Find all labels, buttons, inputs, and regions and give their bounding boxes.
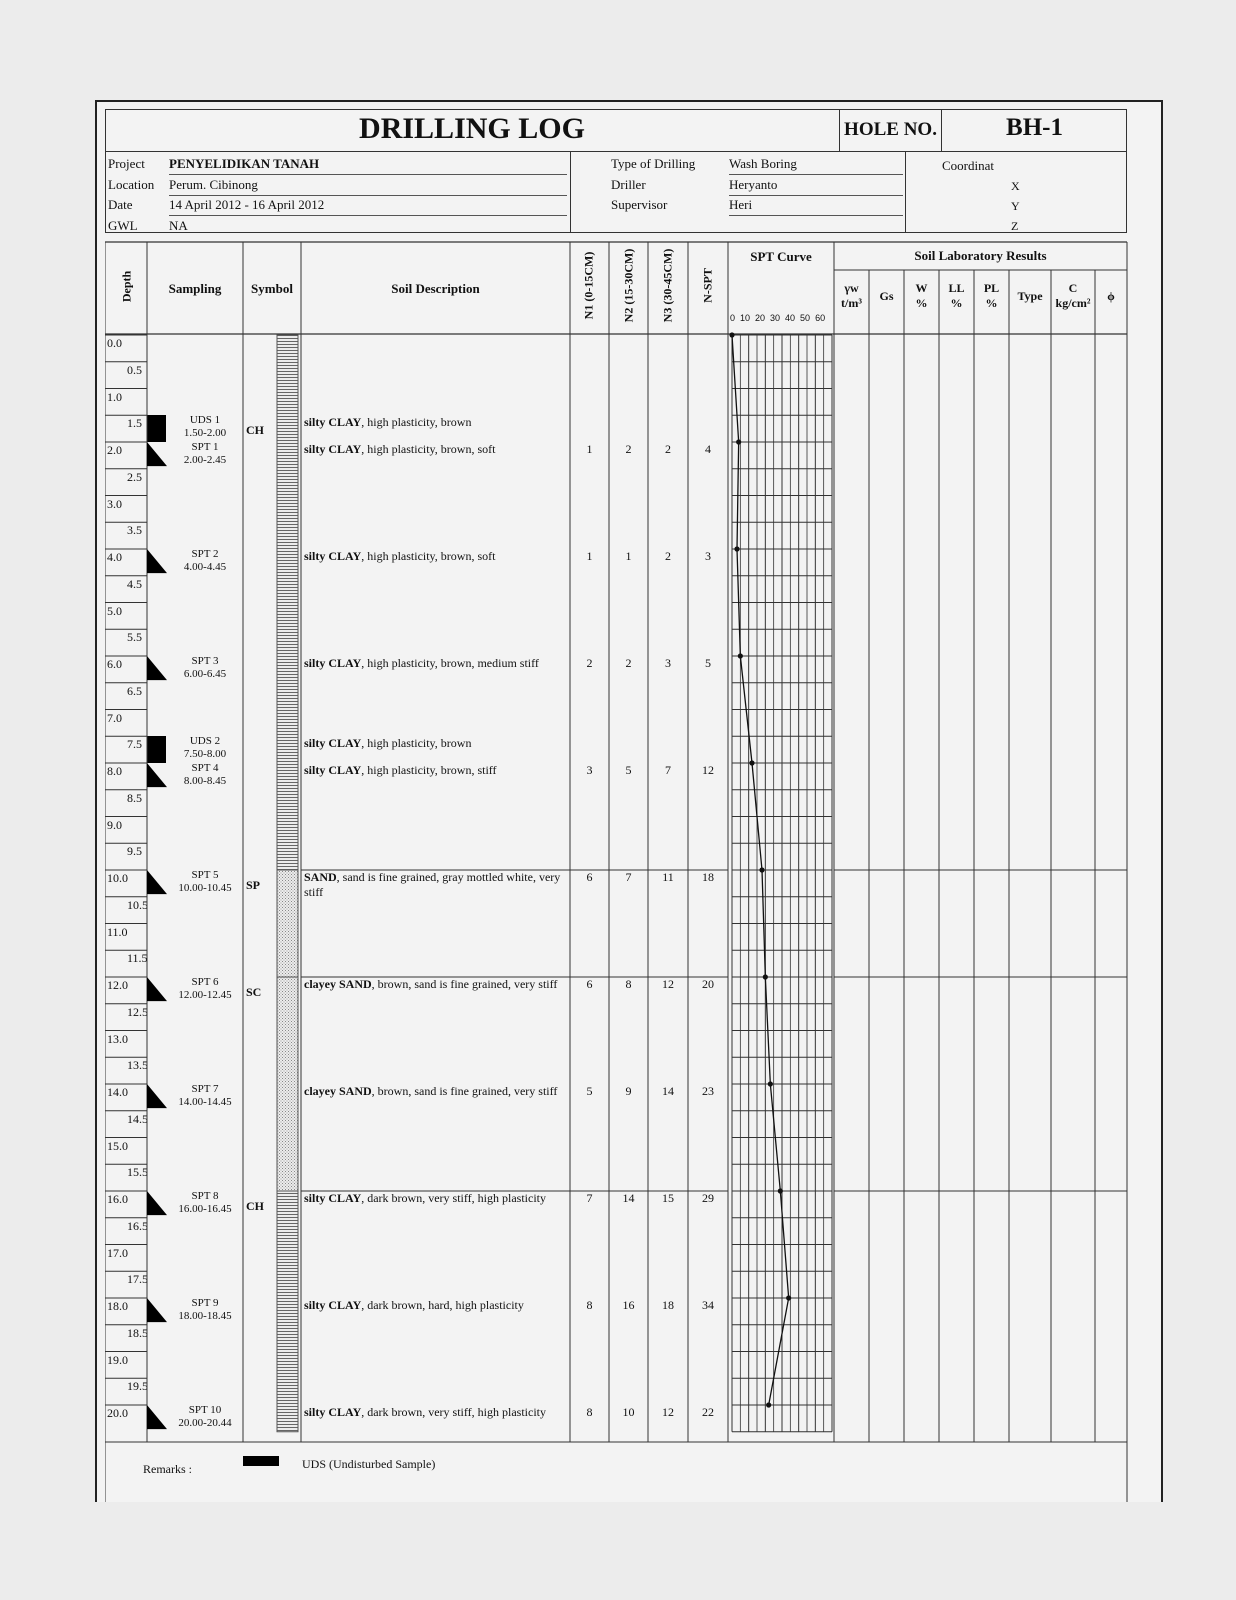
header-n2: N2 (15-30CM): [621, 248, 636, 323]
spt-sample-marker: [147, 763, 167, 787]
value-nspt: 12: [702, 763, 714, 777]
spt-sample-marker: [147, 442, 167, 466]
depth-label: 15.0: [107, 1138, 128, 1153]
value-n1: 3: [586, 763, 593, 777]
info-label-location: Location: [108, 176, 155, 192]
coordinat-title: Coordinat: [942, 158, 994, 173]
spt-point: [736, 439, 741, 444]
value-n3: 14: [662, 1084, 674, 1098]
depth-label: 12.0: [107, 978, 128, 992]
spt-point: [738, 653, 743, 658]
sample-range: 20.00-20.44: [178, 1417, 232, 1429]
layer-code: SC: [246, 985, 262, 999]
sample-name: SPT 4: [191, 762, 219, 774]
soil-pattern-ch: [277, 335, 298, 870]
value-n2: 2: [625, 442, 632, 456]
lab-header-7: ϕ: [1107, 289, 1115, 303]
spt-point: [749, 760, 754, 765]
spt-sample-marker: [147, 1191, 167, 1215]
lab-header-0: γw t/m³: [841, 281, 862, 310]
depth-label: 14.0: [107, 1085, 128, 1099]
sample-range: 2.00-2.45: [183, 454, 227, 466]
log-grid: [105, 109, 1151, 1502]
uds-legend-swatch: [243, 1456, 279, 1466]
depth-label: 11.5: [127, 951, 148, 966]
info-label-date: Date: [108, 197, 133, 212]
value-n3: 12: [662, 1405, 674, 1419]
value-n1: 5: [586, 1084, 593, 1098]
sample-range: 14.00-14.45: [178, 1096, 232, 1108]
depth-label: 9.5: [127, 844, 142, 859]
hole-number: BH-1: [1006, 114, 1063, 141]
depth-label: 3.5: [127, 523, 142, 538]
depth-label: 12.5: [127, 1004, 148, 1019]
value-n1: 2: [586, 656, 593, 670]
sample-name: SPT 9: [191, 1297, 219, 1309]
info-value-location: Perum. Cibinong: [169, 176, 258, 192]
value-n3: 15: [662, 1191, 674, 1205]
depth-label: 13.5: [127, 1058, 148, 1073]
sample-range: 10.00-10.45: [178, 882, 232, 894]
symbol-column: [147, 335, 298, 1432]
depth-label: 1.5: [127, 416, 142, 431]
spt-sample-marker: [147, 1298, 167, 1322]
value-nspt: 29: [702, 1191, 714, 1205]
info-value-type-of-drilling: Wash Boring: [729, 156, 797, 171]
sample-name: SPT 2: [191, 548, 219, 560]
depth-label: 4.5: [127, 576, 142, 591]
value-n2: 5: [625, 763, 632, 777]
spt-curve-chart: [729, 332, 832, 1431]
spt-point: [766, 1402, 771, 1407]
value-n3: 3: [665, 656, 671, 670]
sample-range: 6.00-6.45: [183, 668, 227, 680]
lab-header-1: Gs: [879, 289, 894, 303]
sample-name: SPT 6: [191, 976, 219, 988]
header-sampling: Sampling: [168, 281, 222, 296]
page-title: DRILLING LOG: [359, 112, 585, 145]
soil-pattern-ch: [277, 1191, 298, 1432]
depth-label: 9.0: [107, 817, 122, 832]
info-label-driller: Driller: [611, 176, 646, 192]
log-frame: [105, 109, 1151, 1502]
value-nspt: 20: [702, 977, 714, 991]
value-n1: 1: [586, 549, 593, 563]
spt-point: [786, 1295, 791, 1300]
sample-name: UDS 1: [189, 414, 221, 427]
depth-label: 16.5: [127, 1218, 148, 1233]
value-n2: 10: [622, 1405, 635, 1419]
depth-label: 20.0: [107, 1406, 128, 1420]
depth-label: 19.5: [127, 1379, 148, 1394]
sample-range: 1.50-2.00: [183, 427, 227, 440]
header-n3: N3 (30-45CM): [660, 248, 675, 323]
depth-label: 1.0: [107, 389, 122, 404]
value-n1: 8: [586, 1405, 593, 1419]
spt-sample-marker: [147, 977, 167, 1001]
depth-label: 5.0: [107, 603, 122, 618]
depth-label: 10.5: [127, 897, 148, 912]
soil-pattern-sc: [277, 977, 298, 1191]
uds-legend-text: UDS (Undisturbed Sample): [302, 1457, 436, 1471]
value-n1: 7: [586, 1191, 593, 1205]
depth-label: 13.0: [107, 1031, 128, 1046]
soil-description: silty CLAY, high plasticity, brown, medium stiff: [304, 656, 539, 670]
depth-label: 6.0: [107, 657, 122, 671]
depth-label: 6.5: [127, 683, 142, 698]
value-n3: 7: [665, 763, 671, 777]
value-nspt: 23: [702, 1084, 714, 1098]
info-label-gwl: GWL: [108, 217, 138, 233]
value-nspt: 18: [702, 870, 714, 884]
lab-header-5: Type: [1017, 289, 1043, 303]
depth-label: 19.0: [107, 1352, 128, 1367]
layer-code: CH: [246, 1199, 264, 1213]
drilling-log-sheet: [95, 100, 1163, 1502]
depth-label: 4.0: [107, 550, 122, 564]
header-n1: N1 (0-15CM): [581, 251, 596, 320]
sample-range: 8.00-8.45: [183, 775, 227, 787]
value-n3: 2: [665, 442, 671, 456]
soil-description: silty CLAY, dark brown, hard, high plasticity: [304, 1298, 524, 1312]
coord-x: X: [1011, 179, 1020, 193]
value-n1: 8: [586, 1298, 593, 1312]
depth-label: 17.5: [127, 1272, 148, 1287]
info-label-project: Project: [108, 156, 145, 171]
value-nspt: 5: [705, 656, 711, 670]
spt-point: [768, 1081, 773, 1086]
depth-label: 0.0: [107, 336, 122, 350]
depth-label: 16.0: [107, 1192, 128, 1206]
soil-description: silty CLAY, high plasticity, brown: [304, 736, 472, 751]
depth-label: 0.5: [127, 362, 142, 377]
value-n2: 8: [625, 977, 632, 991]
soil-description: clayey SAND, brown, sand is fine grained, very stiff: [304, 1084, 558, 1098]
depth-label: 18.5: [127, 1325, 148, 1340]
soil-description: silty CLAY, dark brown, very stiff, high plasticity: [304, 1405, 546, 1419]
depth-label: 8.0: [107, 764, 122, 778]
soil-description: silty CLAY, high plasticity, brown, stiff: [304, 763, 497, 777]
spt-sample-marker: [147, 870, 167, 894]
depth-label: 17.0: [107, 1245, 128, 1260]
sample-range: 12.00-12.45: [178, 989, 232, 1001]
spt-point: [778, 1188, 783, 1193]
info-label-type-of-drilling: Type of Drilling: [611, 156, 696, 171]
remarks-label: Remarks :: [143, 1462, 192, 1476]
layer-code: CH: [246, 423, 264, 437]
value-n2: 1: [625, 549, 632, 563]
depth-label: 2.0: [107, 443, 122, 457]
soil-description: SAND, sand is fine grained, gray mottled white, very stiff: [304, 870, 561, 899]
header-symbol: Symbol: [251, 281, 293, 296]
value-n3: 11: [662, 870, 674, 884]
soil-description: silty CLAY, high plasticity, brown, soft: [304, 442, 496, 456]
spt-sample-marker: [147, 549, 167, 573]
sample-range: 4.00-4.45: [183, 561, 227, 573]
header-nspt: N-SPT: [700, 268, 715, 303]
depth-label: 11.0: [107, 924, 128, 939]
soil-description: silty CLAY, high plasticity, brown, soft: [304, 549, 496, 563]
sample-name: SPT 8: [191, 1190, 219, 1202]
soil-pattern-sp: [277, 870, 298, 977]
info-value-supervisor: Heri: [729, 197, 753, 212]
value-n2: 2: [625, 656, 632, 670]
coord-z: Z: [1011, 219, 1019, 233]
info-value-driller: Heryanto: [729, 176, 778, 192]
value-n3: 18: [662, 1298, 674, 1312]
value-n2: 7: [625, 870, 632, 884]
lab-header-4: PL %: [983, 281, 1000, 310]
soil-description: clayey SAND, brown, sand is fine grained, very stiff: [304, 977, 558, 991]
spt-point: [729, 332, 734, 337]
sample-name: SPT 10: [188, 1404, 222, 1416]
value-n2: 16: [622, 1298, 635, 1312]
lab-header-6: C kg/cm²: [1055, 281, 1091, 310]
sample-name: SPT 1: [191, 441, 219, 453]
value-nspt: 3: [705, 549, 711, 563]
value-n2: 14: [622, 1191, 635, 1205]
depth-label: 3.0: [107, 496, 122, 511]
spt-sample-marker: [147, 1084, 167, 1108]
header-depth: Depth: [119, 270, 134, 303]
sample-name: SPT 3: [191, 655, 219, 667]
depth-label: 15.5: [127, 1165, 148, 1180]
depth-label: 5.5: [127, 630, 142, 645]
soil-description: silty CLAY, dark brown, very stiff, high plasticity: [304, 1191, 546, 1205]
spt-point: [763, 974, 768, 979]
spt-scale: 0 10 20 30 40 50 60: [730, 313, 826, 323]
value-nspt: 4: [705, 442, 711, 456]
value-nspt: 22: [702, 1405, 714, 1419]
header-soil-description: Soil Description: [391, 281, 480, 296]
spt-point: [759, 867, 764, 872]
lab-header-2: W %: [915, 281, 928, 310]
lab-header-3: LL %: [948, 281, 965, 310]
depth-label: 8.5: [127, 790, 142, 805]
sample-range: 16.00-16.45: [178, 1203, 232, 1215]
header-spt-curve: SPT Curve: [750, 249, 812, 264]
spt-point: [734, 546, 739, 551]
value-n1: 1: [586, 442, 593, 456]
spt-sample-marker: [147, 656, 167, 680]
value-n1: 6: [586, 977, 593, 991]
depth-label: 18.0: [107, 1299, 128, 1313]
sample-name: UDS 2: [189, 735, 221, 748]
value-nspt: 34: [702, 1298, 714, 1312]
sample-range: 7.50-8.00: [183, 748, 227, 761]
coord-y: Y: [1011, 199, 1020, 213]
sample-range: 18.00-18.45: [178, 1310, 232, 1322]
info-value-gwl: NA: [169, 217, 188, 233]
info-value-project: PENYELIDIKAN TANAH: [169, 156, 320, 171]
soil-description: silty CLAY, high plasticity, brown: [304, 415, 472, 430]
sample-name: SPT 7: [191, 1083, 219, 1095]
hole-label: HOLE NO.: [844, 119, 937, 140]
depth-label: 2.5: [127, 469, 142, 484]
depth-label: 7.5: [127, 737, 142, 752]
depth-label: 14.5: [127, 1111, 148, 1126]
value-n3: 2: [665, 549, 671, 563]
value-n3: 12: [662, 977, 674, 991]
depth-label: 7.0: [107, 710, 122, 725]
spt-sample-marker: [147, 1405, 167, 1429]
sample-name: SPT 5: [191, 869, 219, 881]
value-n2: 9: [625, 1084, 632, 1098]
depth-label: 10.0: [107, 871, 128, 885]
layer-code: SP: [246, 878, 261, 892]
info-value-date: 14 April 2012 - 16 April 2012: [169, 197, 325, 212]
info-label-supervisor: Supervisor: [611, 197, 668, 212]
value-n1: 6: [586, 870, 593, 884]
header-lab-results: Soil Laboratory Results: [914, 248, 1047, 263]
